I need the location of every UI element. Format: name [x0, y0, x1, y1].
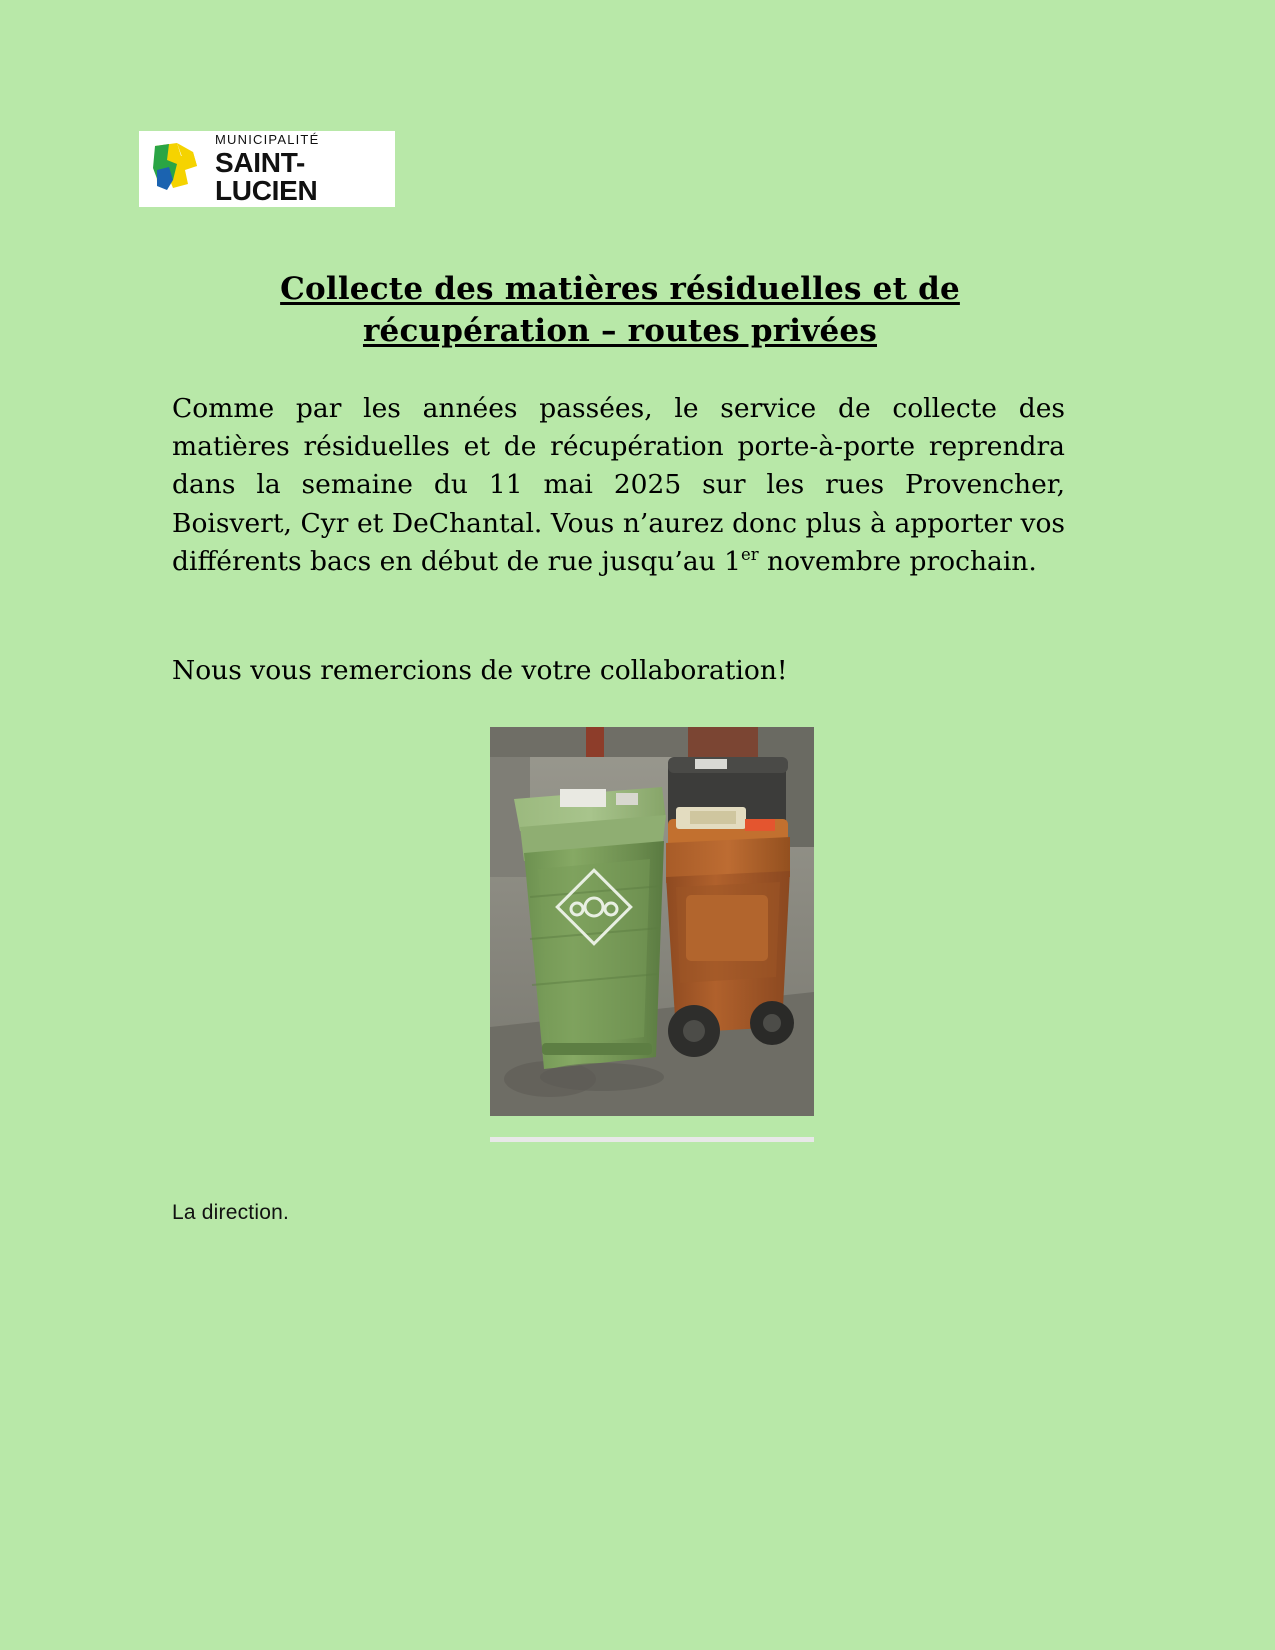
- waste-bins-photo: [490, 727, 814, 1116]
- horizontal-rule: [490, 1137, 814, 1142]
- intro-paragraph-part2: novembre prochain.: [758, 546, 1037, 578]
- intro-paragraph-part1: Comme par les années passées, le service de collecte des matières résiduelles et de récupération porte-à-porte reprendra dans la semaine du 11 mai 2025 sur les rues Provencher, Boisvert, Cyr et DeChantal. Vous n’aurez donc plus à apporter vos différents bacs en début de rue jusqu’au 1: [172, 392, 1065, 578]
- intro-paragraph-superscript: er: [741, 545, 759, 565]
- logo-line-saint-lucien: SAINT-LUCIEN: [215, 147, 318, 206]
- page-title-text: Collecte des matières résiduelles et de récupération – routes privées: [280, 270, 960, 349]
- logo-mark-icon: [147, 140, 207, 198]
- thanks-paragraph: Nous vous remercions de votre collaboration!: [172, 654, 788, 686]
- municipality-logo: [139, 131, 395, 207]
- logo-line-municipalite: MUNICIPALITÉ: [215, 132, 320, 147]
- intro-paragraph: [172, 390, 1065, 582]
- page-title: [175, 269, 1065, 353]
- signature-line: La direction.: [172, 1201, 290, 1224]
- logo-wordmark: [215, 133, 395, 205]
